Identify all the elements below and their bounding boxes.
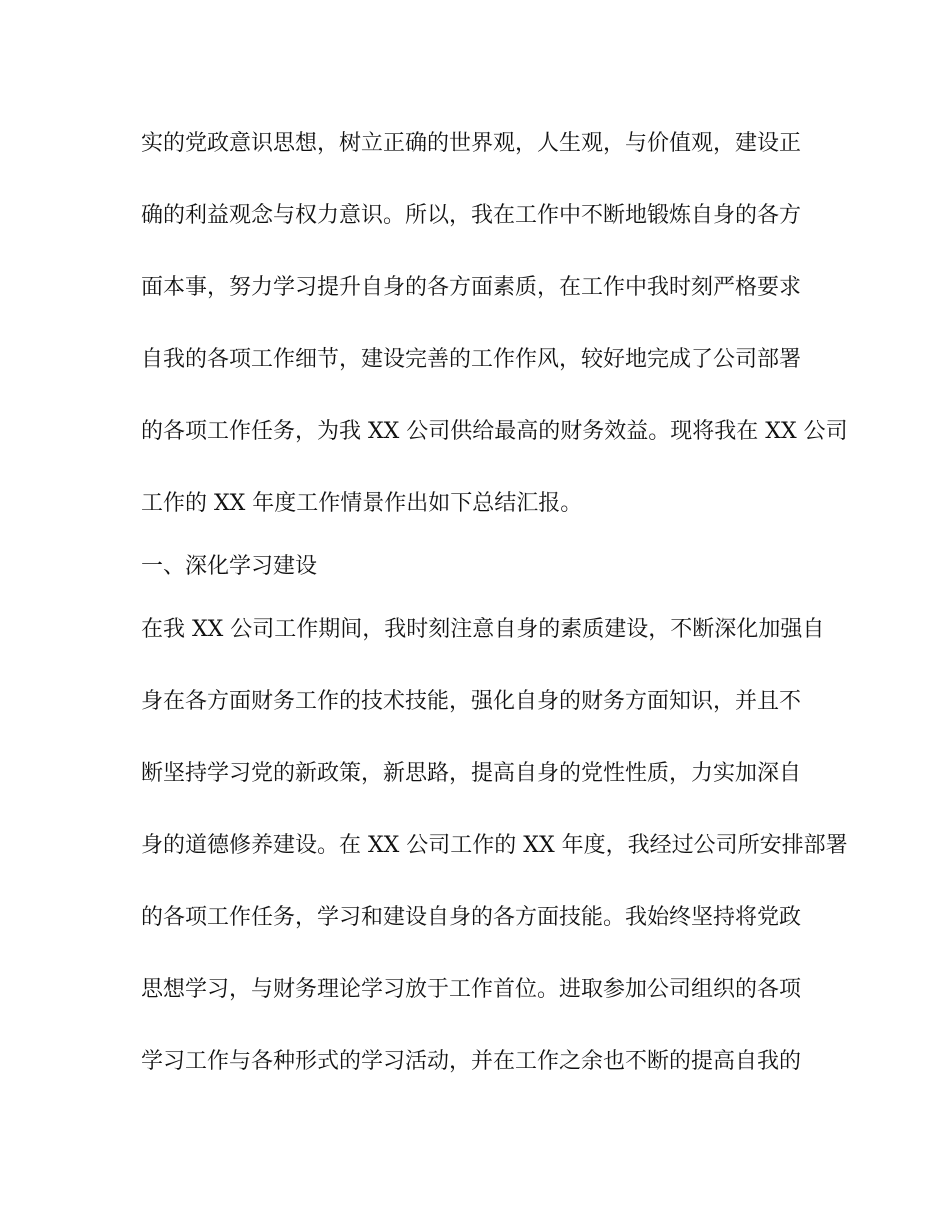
- paragraph-line: 身在各方面财务工作的技术技能，强化自身的财务方面知识，并且不: [141, 689, 802, 714]
- section-heading: 一、深化学习建设: [141, 554, 318, 579]
- paragraph-line: 身的道德修养建设。在 XX 公司工作的 XX 年度，我经过公司所安排部署: [141, 833, 848, 858]
- paragraph-line: 断坚持学习党的新政策，新思路，提高自身的党性性质，力实加深自: [141, 761, 802, 786]
- paragraph-line: 确的利益观念与权力意识。所以，我在工作中不断地锻炼自身的各方: [141, 203, 802, 228]
- paragraph-line: 的各项工作任务，学习和建设自身的各方面技能。我始终坚持将党政: [141, 905, 802, 930]
- paragraph-line: 在我 XX 公司工作期间，我时刻注意自身的素质建设，不断深化加强自: [141, 617, 825, 642]
- paragraph-line: 工作的 XX 年度工作情景作出如下总结汇报。: [141, 491, 583, 516]
- paragraph-line: 学习工作与各种形式的学习活动，并在工作之余也不断的提高自我的: [141, 1049, 802, 1074]
- paragraph-line: 自我的各项工作细节，建设完善的工作作风，较好地完成了公司部署: [141, 347, 802, 372]
- paragraph-line: 面本事，努力学习提升自身的各方面素质，在工作中我时刻严格要求: [141, 275, 802, 300]
- paragraph-line: 实的党政意识思想，树立正确的世界观，人生观，与价值观，建设正: [141, 131, 802, 156]
- paragraph-line: 思想学习，与财务理论学习放于工作首位。进取参加公司组织的各项: [141, 977, 802, 1002]
- paragraph-line: 的各项工作任务，为我 XX 公司供给最高的财务效益。现将我在 XX 公司: [141, 419, 848, 444]
